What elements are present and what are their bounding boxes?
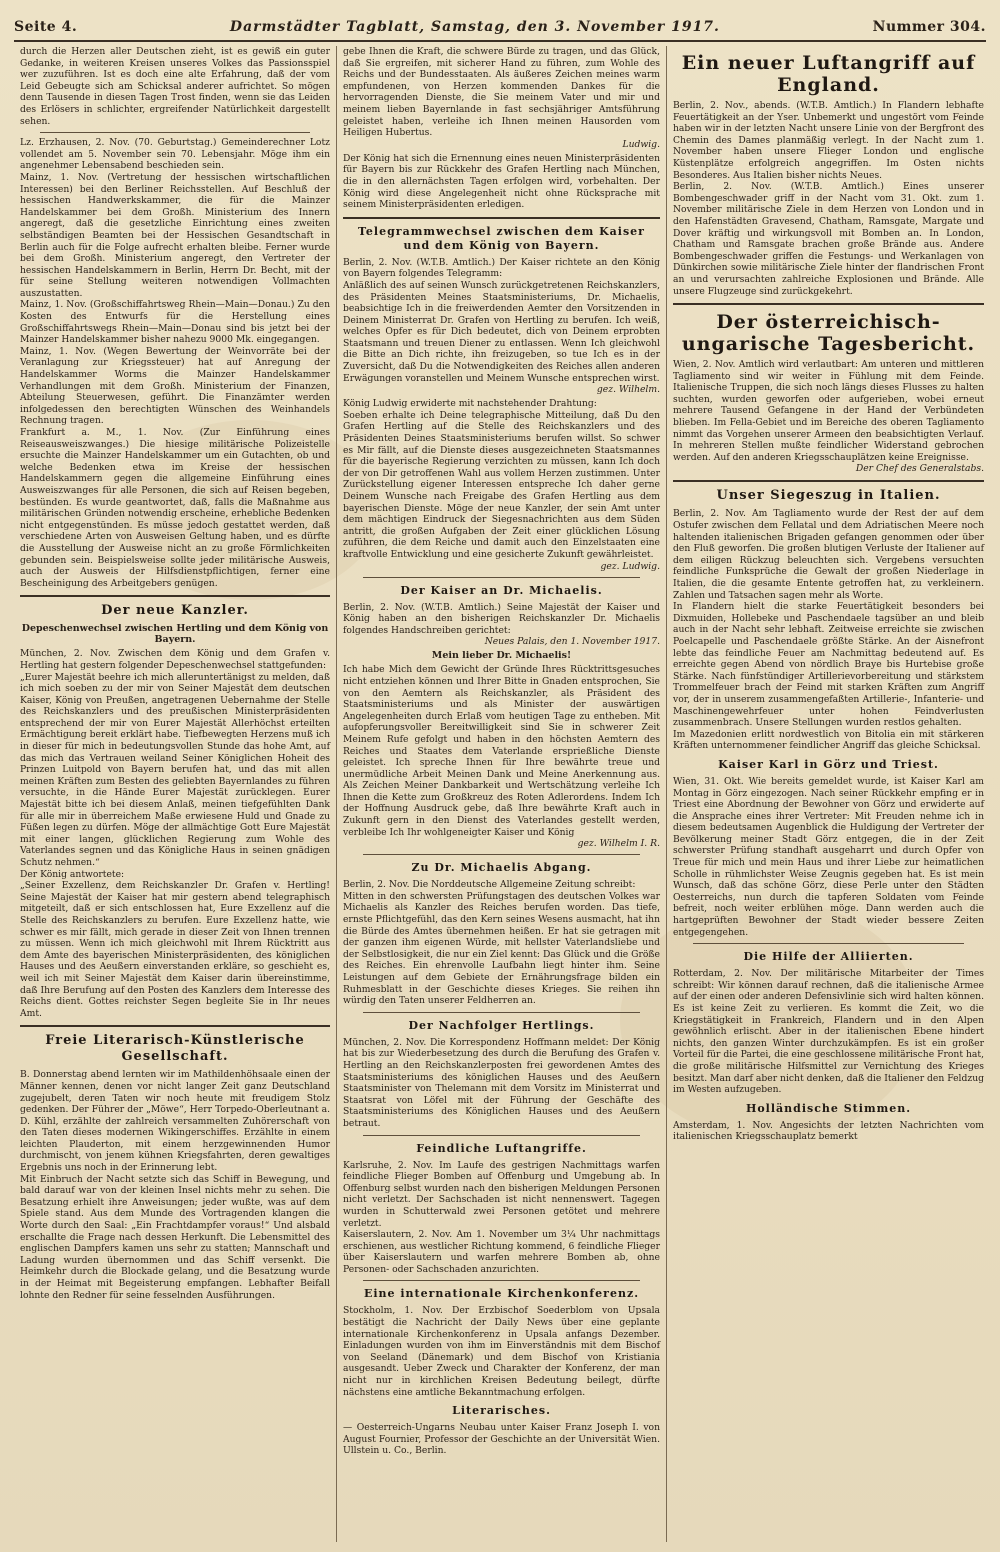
column-1: [14, 46, 336, 1542]
article-kanzler-p4: „Seiner Exzellenz, dem Reichskanzler Dr. Grafen v. Hertling! Seine Majestät der Kaiser hat mir gestern abend telegraphisch mitgeteilt, daß er sich entschlossen hat, Eure Exzellenz auf die Stelle des Reichskanzlers zu berufen. Eure Exzellenz hatte, wie schwer es mir fällt, mich gerade in dieser Zeit von Ihnen trennen zu müssen. Wenn ich mich gleichwohl mit Ihrem Rücktritt aus dem Amte des bayerischen Ministerpräsidenten, des königlichen Hauses und des Aeußern einverstanden erkläre, so geschieht es, weil ich mit Seiner Majestät dem Kaiser darin übereinstimme, daß Ihre Berufung auf den Posten des Kanzlers dem Interesse des Reichs dient. Gottes reichster Segen begleite Sie in Ihr neues Amt.: [20, 880, 330, 1019]
article-kanzler-p2: „Eurer Majestät beehre ich mich alleruntertänigst zu melden, daß ich mich soeben zu der mir von Seiner Majestät dem deutschen Kaiser, König von Preußen, angetragenen Uebernahme der Stelle des Reichskanzlers und des preußischen Ministerpräsidenten entsprechend der mir von Eurer Majestät Allerhöchst erteilten Ermächtigung bereit erklärt habe. Tiefbewegten Herzens muß ich in dieser für mich in bedeutungsvollen Stunde das hohe Amt, auf das mich das Vertrauen weiland Seiner Königlichen Hoheit des Prinzen Luitpold von Bayern berufen hat, und das mit allen meinen Kräften zum Besten des geliebten Bayernlandes zu führen versuchte, in die Hände Eurer Majestät zurücklegen. Eurer Majestät bitte ich bei diesem Anlaß, meinen tiefgefühlten Dank für alle mir in überreichem Maße erwiesene Huld und Gnade zu Füßen legen zu dürfen. Möge der allmächtige Gott Eure Majestät mit einer langen, glücklichen Regierung zum Wohle des Vaterlandes segnen und das Königliche Haus in seinen gnädigen Schutz nehmen.“: [20, 671, 330, 868]
column-2: [336, 46, 666, 1542]
masthead: [14, 14, 986, 42]
article-gesellschaft-p2: Mit Einbruch der Nacht setzte sich das Schiff in Bewegung, und bald darauf war von der kleinen Insel nichts mehr zu sehen. Die Besatzung erhielt ihre Anweisungen; jeder wußte, was auf dem Spiele stand. Aus dem Munde des Vortragenden klangen die Worte durch den Saal: „Ein Frachtdampfer voraus!“ Und alsbald erschallte die Frage nach dessen Herkunft. Die Lebensmittel des englischen Dampfers kamen uns sehr zu statten; Mannschaft und Ladung wurden übernommen und das Schiff versenkt. Die Heimkehr durch die Blockade gelang, und die Besatzung wurde in der Heimat mit Begeisterung empfangen. Lebhafter Beifall lohnte den Redner für seine fesselnden Ausführungen.: [20, 1173, 330, 1301]
headline-nachfolger: Der Nachfolger Hertlings.: [408, 1018, 595, 1032]
article-eng-p2: Berlin, 2. Nov. (W.T.B. Amtlich.) Eines unserer Bombengeschwader griff in der Nacht vom 31. Okt. zum 1. November militärische Ziele in dem Herzen von London und in den Hafenstädten Gravesend, Chatham, Ramsgate, Margate und Dover kräftig und wirkungsvoll mit Bomben an. In London, Chatham und Ramsgate brachen große Brände aus. Andere Bombengeschwader griffen die Festungs- und Werkanlagen von Dünkirchen sowie militärische Ziele hinter der flandrischen Front an und verursachten zahlreiche Explosionen und Brände. Alle unsere Flugzeuge sind zurückgekehrt.: [673, 181, 984, 297]
letter-salutation: Mein lieber Dr. Michaelis!: [431, 650, 572, 662]
article-karl-p1: Wien, 31. Okt. Wie bereits gemeldet wurde, ist Kaiser Karl am Montag in Görz eingezogen. Nach seiner Rückkehr empfing er in Triest eine Abordnung der Bewohner von Görz und erwiderte auf die Ansprache eines ihrer Vertreter: Mit Freuden nehme ich in diesem bedeutsamen Augenblick die Huldigung der Vertreter der Bevölkerung meiner Stadt Görz entgegen, die in der Zeit schwerster Prüfung standhaft ausgeharrt und durch Opfer von Treue für mich und mein Haus und ihrer Liebe zur heimatlichen Scholle in rühmlichster Weise Zeugnis gegeben hat. Es ist mein Wunsch, daß das schöne Görz, diese Perle unter den Städten Oesterreichs, nun durch die tapferen Soldaten vom Feinde befreit, noch weiter erblühen möge. Dann werden auch die hartgeprüften Bewohner der Stadt wieder bessere Zeiten entgegengehen.: [673, 775, 984, 938]
page-number: Seite 4.: [14, 19, 78, 35]
article-tele-p3: König Ludwig erwiderte mit nachstehender Drahtung:: [343, 398, 597, 410]
article-kanzler-p3: Der König antwortete:: [20, 868, 125, 880]
subhead-depeschenwechsel: Depeschenwechsel zwischen Hertling und dem König von Bayern.: [21, 623, 329, 646]
headline-luftangriff-england: Ein neuer Luftangriff auf England.: [681, 52, 976, 96]
intro-paragraph: durch die Herzen aller Deutschen zieht, ist es gewiß ein guter Gedanke, in weiteren Kreisen unseres Volkes das Passionsspiel wer zuzuführen. Ist es doch eine alte Erfahrung, daß der vom Leid Gebeugte sich am Schicksal anderer aufrichtet. So mögen denn Tausende in diesen Tagen Trost finden, wenn sie das Leiden des Erlösers in schlichter, ergreifender Natürlichkeit dargestellt sehen.: [20, 46, 330, 127]
article-tele-p1: Berlin, 2. Nov. (W.T.B. Amtlich.) Der Kaiser richtete an den König von Bayern folgendes Telegramm:: [343, 256, 660, 280]
article-oest-p1: Wien, 2. Nov. Amtlich wird verlautbart: Am unteren und mittleren Tagliamento sind wir weiter in Fühlung mit dem Feinde. Italienische Truppen, die sich noch längs dieses Flusses zu halten suchten, wurden geworfen oder aufgerieben, wobei erneut mehrere Tausend Gefangene in der Hand der Verbündeten blieben. Im Fella-Gebiet und im Bereiche des oberen Tagliamento nimmt das Vorgehen unserer Armeen den beabsichtigten Verlauf. In mehreren Stellen mußte feindlicher Widerstand gebrochen werden. Auf den anderen Kriegsschauplätzen keine Ereignisse.: [673, 359, 984, 463]
article-sieg-p1: Berlin, 2. Nov. Am Tagliamento wurde der Rest der auf dem Ostufer zwischen dem Fellatal und dem Adriatischen Meere noch haltenden italienischen Brigaden gefangen genommen oder über den Fluß geworfen. Die großen blutigen Verluste der Italiener auf dem eiligen Rückzug beleuchten sich. Vergebens versuchten feindliche Funksprüche die Gewalt der großen Niederlage in Italien, die die gesamte Entente getroffen hat, zu verkleinern. Zahlen und Tatsachen sagen mehr als Worte.: [673, 508, 984, 601]
local-news-mainz-1: Mainz, 1. Nov. (Vertretung der hessischen wirtschaftlichen Interessen) bei den Berliner Reichsstellen. Auf Beschluß der hessischen Handwerkskammer, die für die Mainzer Handelskammer bei dem Großh. Ministerium des Innern angeregt, daß die gesetzliche Einrichtung eines zweiten selbständigen Beamten bei der Hessischen Gesandtschaft in Berlin auch für die Folge aufrecht erhalten bleibe. Ferner wurde bei dem Großh. Ministerium angeregt, den Vertreter der hessischen Handelskammern in Berlin, Herrn Dr. Becht, mit der für seine Stellung weiteren notwendigen Vollmachten auszustatten.: [20, 171, 330, 299]
intro-p2: Der König hat sich die Ernennung eines neuen Ministerpräsidenten für Bayern bis zur Rückkehr des Grafen Hertling nach München, die in den allernächsten Tagen erfolgen wird, vorbehalten. Der König wird diese Angelegenheit nicht ohne Rücksprache mit seinem Ministerpräsidenten erledigen.: [343, 152, 660, 211]
article-kanzler-p1: München, 2. Nov. Zwischen dem König und dem Grafen v. Hertling hat gestern folgender Depeschenwechsel stattgefunden:: [20, 648, 330, 671]
signature-ludwig-2: gez. Ludwig.: [600, 560, 660, 572]
headline-kaiser-michaelis: Der Kaiser an Dr. Michaelis.: [400, 583, 603, 597]
local-news-mainz-2: Mainz, 1. Nov. (Großschiffahrtsweg Rhein—Main—Donau.) Zu den Kosten des Entwurfs für die Herstellung eines Großschiffahrtswegs Rhein—Main—Donau sind bis jetzt bei der Mainzer Handelskammer bisher nahezu 9000 Mk. eingegangen.: [20, 299, 330, 346]
headline-siegeszug: Unser Siegeszug in Italien.: [716, 488, 941, 504]
article-tele-p2: Anläßlich des auf seinen Wunsch zurückgetretenen Reichskanzlers, des Präsidenten Meines Staatsministeriums, Dr. Michaelis, beabsichtige Ich in die freiwerdenden Aemter den Vorsitzenden in Deinem Ministerrat Dr. Grafen von Hertling zu berufen. Ich weiß, welches Opfer es für Dich bedeutet, dich von Deinem erprobten Staatsmann und treuen Diener zu entlassen. Wenn Ich gleichwohl die Bitte an Dich richte, ihn freizugeben, so tue Ich es in der Zuversicht, daß Du die Notwendigkeiten des Reiches allen anderen Erwägungen voranstellen und Meinem Wunsche entsprechen wirst.: [343, 279, 660, 384]
article-abgang-p1: Berlin, 2. Nov. Die Norddeutsche Allgemeine Zeitung schreibt:: [343, 879, 636, 891]
column-3: [666, 46, 990, 1542]
headline-literarisches: Literarisches.: [452, 1404, 551, 1418]
headline-holland: Holländische Stimmen.: [745, 1101, 912, 1115]
issue-number: Nummer 304.: [872, 19, 986, 35]
article-abgang-p2: Mitten in den schwersten Prüfungstagen des deutschen Volkes war Michaelis als Kanzler des Reiches berufen worden. Das tiefe, ernste Pflichtgefühl, das den Kern seines Wesens ausmacht, hat ihn die Bürde des Amtes übernehmen heißen. Er hat sie getragen mit der ganzen ihm eigenen Würde, mit hellster Vaterlandsliebe und der Selbstlosigkeit, die nur ein Ziel kennt: Das Glück und die Größe des Reiches. Ein ehrenvolle Laufbahn liegt hinter ihm. Seine Leistungen auf dem Gebiete der Ernährungsfrage bilden ein Ruhmesblatt in der Geschichte dieses Krieges. Sie reihen ihn würdig den Taten unserer Feldherren an.: [343, 890, 660, 1007]
signature-ludwig: Ludwig.: [622, 138, 660, 150]
article-lit-p1: — Oesterreich-Ungarns Neubau unter Kaiser Franz Joseph I. von August Fournier, Professor der Geschichte an der Universität Wien. Ullstein u. Co., Berlin.: [343, 1422, 660, 1457]
article-sieg-p2: In Flandern hielt die starke Feuertätigkeit besonders bei Dixmuiden, Hollebeke und Paschendaele tagsüber an und bleib auch in der Nacht sehr lebhaft. Zeitweise erreichte sie zwischen Poelcapelle und Paschendaele größte Stärke. An der Aisnefront lebte das feindliche Feuer am Nachmittag bedeutend auf. Es erreichte gegen Abend von nördlich Braye bis Hurtebise große Stärke. Nach fünfstündiger Artillerievorbereitung und stärkstem Trommelfeuer brach der Feind mit starken Kräften zum Angriff vor, der in unserem zusammengefaßten Artillerie-, Infanterie- und Maschinengewehrfeuer unter hohen Feindverlusten zusammenbrach. Unsere Stellungen wurden restlos gehalten.: [673, 601, 984, 729]
article-nachfolger-p1: München, 2. Nov. Die Korrespondenz Hoffmann meldet: Der König hat bis zur Wiederbesetzung des durch die Berufung des Grafen v. Hertling an den Reichskanzlerposten frei gewordenen Amtes des Staatsministeriums des königlichen Hauses und des Aeußern Staatsminister von Thelemann mit dem Vorsitz im Ministerrat und Staatsrat von Löfel mit der Führung der Geschäfte des Staatsministeriums des Königlichen Hauses und des Aeußern betraut.: [343, 1036, 660, 1129]
headline-kirchenkonferenz: Eine internationale Kirchenkonferenz.: [363, 1287, 640, 1301]
article-mich-p2: Ich habe Mich dem Gewicht der Gründe Ihres Rücktrittsgesuches nicht entziehen können und Ihrer Bitte in Gnaden entsprochen, Sie von den Aemtern als Reichskanzler, als Präsident des Staatsministeriums und als Minister der auswärtigen Angelegenheiten durch Erlaß vom heutigen Tage zu entheben. Mit aufopferungsvoller Bereitwilligkeit sind Sie in schwerer Zeit Meinem Rufe gefolgt und haben in den höchsten Aemtern des Reiches und Staates dem Vaterlande ersprießliche Dienste geleistet. Ich spreche Ihnen für Ihre bewährte treue und unermüdliche Arbeit Meinen Dank und Meine Anerkennung aus. Als Zeichen Meiner Dankbarkeit und Wertschätzung verleihe Ich Ihnen die Kette zum Großkreuz des Roten Adlerordens. Indem Ich der Hoffnung Ausdruck gebe, daß Ihre bewährte Kraft auch in Zukunft gern in den Dienst des Vaterlandes gestellt werden, verbleibe Ich Ihr wohlgeneigter Kaiser und König: [343, 664, 660, 838]
letter-date: Neues Palais, den 1. November 1917.: [484, 636, 660, 648]
headline-michaelis-abgang: Zu Dr. Michaelis Abgang.: [411, 861, 592, 875]
article-kirche-p1: Stockholm, 1. Nov. Der Erzbischof Soederblom von Upsala bestätigt die Nachricht der Daily News über eine geplante internationale Kirchenkonferenz in Upsala anfangs Dezember. Einladungen wurden von ihm im Einverständnis mit dem Bischof von Seeland (Dänemark) und dem Bischof von Kristiania ausgesandt. Ueber Zweck und Charakter der Konferenz, der man nicht nur in kirchlichen Kreisen Bedeutung beilegt, dürfte nächstens eine amtliche Bekanntmachung erfolgen.: [343, 1305, 660, 1398]
article-gesellschaft-p1: B. Donnerstag abend lernten wir im Mathildenhöhsaale einen der Männer kennen, denen vor nicht langer Zeit ganz Deutschland zugejubelt, deren Taten wir noch heute mit freudigem Stolz gedenken. Der Führer der „Möwe“, Herr Torpedo-Oberleutnant a. D. Kühl, erzählte der zahlreich versammelten Zuhörerschaft von den Taten dieses modernen Wikingerschiffes. Erzählte in einem leichten Plauderton, mit einem herzgewinnenden Humor durchmischt, von jenem kühnen Kriegsfahrten, deren gewaltiges Ergebnis uns noch in der Erinnerung lebt.: [20, 1069, 330, 1174]
signature-wilhelm-ir: gez. Wilhelm I. R.: [577, 838, 660, 850]
headline-luftangriffe: Feindliche Luftangriffe.: [416, 1141, 587, 1155]
headline-kaiser-karl: Kaiser Karl in Görz und Triest.: [718, 757, 939, 771]
local-news-mainz-3: Mainz, 1. Nov. (Wegen Bewertung der Weinvorräte bei der Veranlagung zur Kriegssteuer) hat auf Anregung der Handelskammer Worms die Mainzer Handelskammer Verhandlungen mit dem Großh. Ministerium der Finanzen, Abteilung Steuerwesen, geführt. Die Finanzämter werden infolgedessen den berechtigten Wünschen des Weinhandels Rechnung tragen.: [20, 345, 330, 427]
article-sieg-p3: Im Mazedonien erlitt nordwestlich von Bitolia ein mit stärkeren Kräften unternommener feindlicher Angriff das gleiche Schicksal.: [673, 728, 984, 752]
columns: [14, 46, 990, 1542]
local-news-erzhausen: Lz. Erzhausen, 2. Nov. (70. Geburtstag.) Gemeinderechner Lotz vollendet am 5. November sein 70. Lebensjahr. Möge ihm ein angenehmer Lebensabend beschieden sein.: [20, 137, 330, 172]
local-news-frankfurt: Frankfurt a. M., 1. Nov. (Zur Einführung eines Reiseausweiszwanges.) Die hiesige militärische Polizeistelle ersuchte die Mainzer Handelskammer um ein Gutachten, ob und welche Bedenken etwa im Kreise der hessischen Handelskammern gegen die allgemeine Einführung eines Ausweiszwanges für alle Personen, die sich auf Reisen begeben, bestünden. Es wurde geantwortet, daß, falls die Maßnahme aus militärischen Gründen notwendig erscheine, erhebliche Bedenken nicht entgegenstünden. Es müsse jedoch gestattet werden, daß verschiedene Arten von Ausweisen Geltung haben, und es dürfte die Ausstellung der Ausweise nicht an zu große Förmlichkeiten gebunden sein. Beispielsweise sollte jeder militärische Ausweis, auch der Ausweis der Hilfsdienstpflichtigen, ferner eine Bescheinigung des Arbeitgebers genügen.: [20, 427, 330, 589]
headline-neue-kanzler: Der neue Kanzler.: [101, 603, 249, 619]
headline-gesellschaft: Freie Literarisch-Künstlerische Gesellschaft.: [45, 1033, 305, 1065]
intro-letter: gebe Ihnen die Kraft, die schwere Bürde zu tragen, und das Glück, daß Sie ergreifen, mit sicherer Hand zu führen, zum Wohle des Reichs und der Bundesstaaten. Als äußeres Zeichen meines warm empfundenen, von Herzen kommenden Dankes für die hervorragenden Dienste, die Sie meinem Vater und mir und meinem lieben Bayernlande in fast sechsjähriger Amtsführung geleistet haben, verleihe ich Ihnen meinen Hausorden vom Heiligen Hubertus.: [343, 46, 660, 139]
headline-oesterreich-bericht: Der österreichisch-ungarische Tagesbericht.: [681, 311, 976, 356]
article-holland-p1: Amsterdam, 1. Nov. Angesichts der letzten Nachrichten vom italienischen Kriegsschauplatz bemerkt: [673, 1119, 984, 1143]
article-mich-p1: Berlin, 2. Nov. (W.T.B. Amtlich.) Seine Majestät der Kaiser und König haben an den bisherigen Reichskanzler Dr. Michaelis folgendes Handschreiben gerichtet:: [343, 601, 660, 636]
article-luft-p1: Karlsruhe, 2. Nov. Im Laufe des gestrigen Nachmittags warfen feindliche Flieger Bomben auf Offenburg und Umgebung ab. In Offenburg selbst wurden nach den bisherigen Meldungen Personen nicht verletzt. Der Sachschaden ist nicht nennenswert. Tagegen wurden in Schutterwald zwei Personen getötet und mehrere verletzt.: [343, 1159, 660, 1229]
headline-alliierte: Die Hilfe der Alliierten.: [743, 950, 914, 964]
article-tele-p4: Soeben erhalte ich Deine telegraphische Mitteilung, daß Du den Grafen Hertling auf die Stelle des Reichskanzlers und des Präsidenten Deines Staatsministeriums berufen willst. So schwer es Mir fällt, auf die Dienste dieses ausgezeichneten Staatsmannes für die bayerische Regierung verzichten zu müssen, kann Ich doch der von Dir getroffenen Wahl aus vollem Herzen zustimmen. Unter Zurückstellung eigener Interessen entspreche Ich daher gerne Deinem Wunsche nach Freigabe des Grafen Hertling aus dem bayerischen Dienste. Möge der neue Kanzler, der sein Amt unter dem mächtigen Eindruck der Siegesnachrichten aus dem Süden antritt, die großen Aufgaben der Zeit einer glücklichen Lösung zuführen, die dem Reiche und damit auch den Einzelstaaten eine kraftvolle Entwicklung und eine gesicherte Zukunft gewährleistet.: [343, 409, 660, 560]
article-alliierte-p1: Rotterdam, 2. Nov. Der militärische Mitarbeiter der Times schreibt: Wir können darauf rechnen, daß die italienische Armee auf der einen oder anderen Defensivlinie sich wird halten können. Es ist keine Zeit zu verlieren. Es kommt die Zeit, wo die Kriegstätigkeit in Frankreich, Flandern und in den Alpen gewöhnlich erlischt. Aber in der italienischen Ebene hindert nichts, den ganzen Winter durchzukämpfen. Es ist ein großer Vorteil für die Partei, die eine geschlossene militärische Front hat, die große militärische Hilfsmittel zur Vernichtung des Krieges besitzt. Man darf aber nicht denken, daß die Italiener den Feldzug im Westen aufzugeben.: [673, 968, 984, 1096]
newspaper-title-date: Darmstädter Tagblatt, Samstag, den 3. November 1917.: [229, 19, 720, 35]
signature-generalstab: Der Chef des Generalstabs.: [855, 463, 984, 475]
headline-telegrammwechsel: Telegrammwechsel zwischen dem Kaiser und dem König von Bayern.: [358, 224, 645, 252]
article-luft-p2: Kaiserslautern, 2. Nov. Am 1. November um 3¼ Uhr nachmittags erschienen, aus westlicher Richtung kommend, 6 feindliche Flieger über Kaiserslautern und warfen mehrere Bomben ab, ohne Personen- oder Sachschaden anzurichten.: [343, 1229, 660, 1275]
signature-wilhelm: gez. Wilhelm.: [596, 384, 660, 396]
article-eng-p1: Berlin, 2. Nov., abends. (W.T.B. Amtlich.) In Flandern lebhafte Feuertätigkeit an der Yser. Unbemerkt und ungestört vom Feinde haben wir in der letzten Nacht unsere Linie von der Bergfront des Chemin des Dames planmäßig verlegt. In der Nacht zum 1. November haben unsere Flieger London und englische Küstenplätze erfolgreich angegriffen. Im Osten nichts Besonderes. Aus Italien bisher nichts Neues.: [673, 100, 984, 181]
